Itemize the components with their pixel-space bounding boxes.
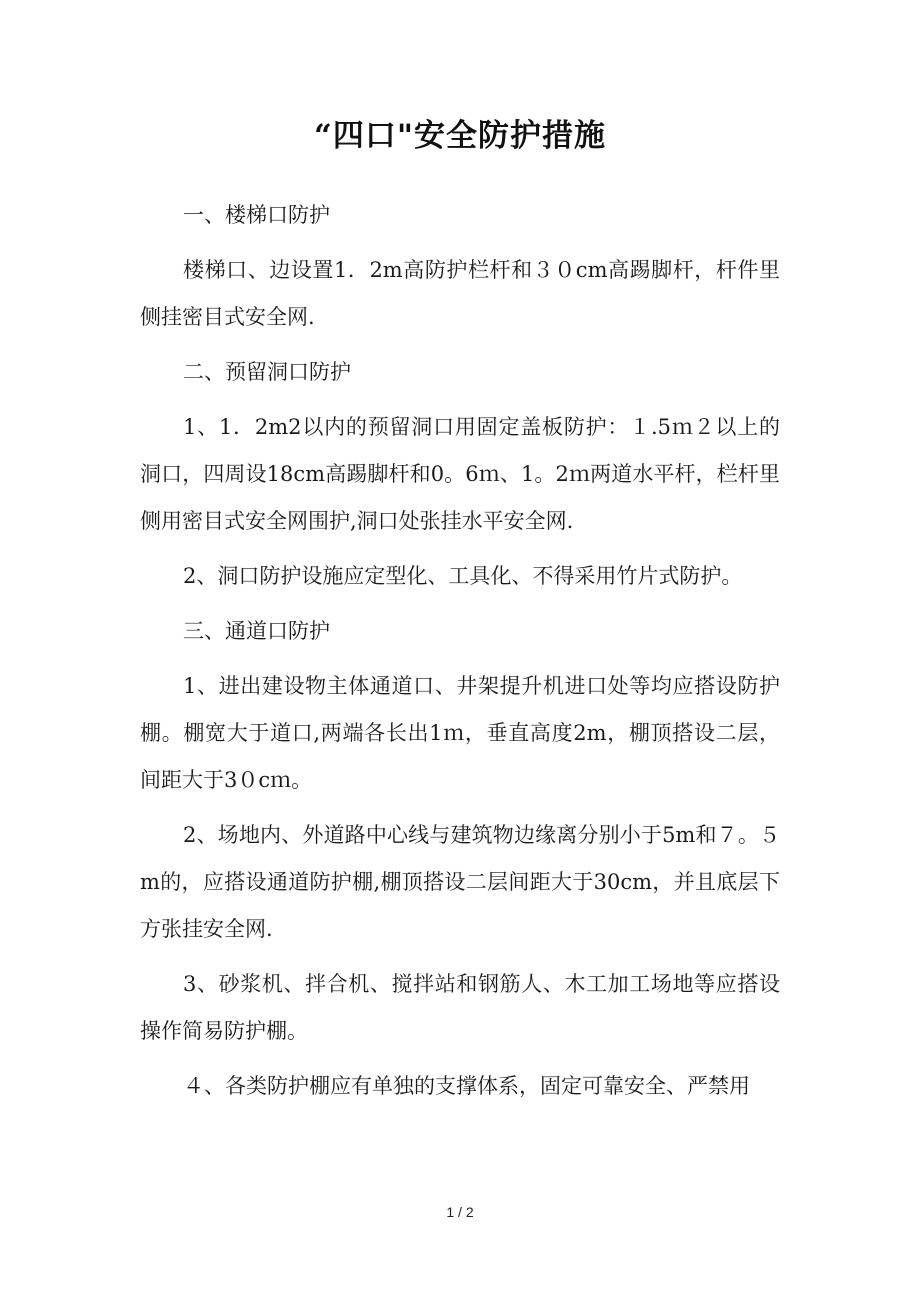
- paragraph-stairway: 楼梯口、边设置1．2m高防护栏杆和３０cm高踢脚杆，杆件里侧挂密目式安全网.: [140, 258, 780, 329]
- document-title: “四口"安全防护措施: [314, 118, 606, 154]
- paragraph-passage-3: 3、砂浆机、拌合机、搅拌站和钢筋人、木工加工场地等应搭设操作简易防护棚。: [140, 972, 780, 1043]
- page-number: 1 / 2: [446, 1204, 474, 1220]
- section-heading-reserved-opening: 二、预留洞口防护: [183, 360, 351, 384]
- paragraph-opening-2: 2、洞口防护设施应定型化、工具化、不得采用竹片式防护。: [183, 564, 743, 588]
- section-heading-stairway: 一、楼梯口防护: [183, 203, 330, 227]
- paragraph-opening-1: 1、1．2m2以内的预留洞口用固定盖板防护：１.5ｍ２以上的洞口，四周设18cm高踢脚杆和0。6ｍ、1。2ｍ两道水平杆，栏杆里侧用密目式安全网围护,洞口处张挂水平安全网.: [140, 415, 780, 533]
- section-heading-passage: 三、通道口防护: [183, 619, 330, 643]
- paragraph-passage-2: 2、场地内、外道路中心线与建筑物边缘离分别小于5m和７。５m的，应搭设通道防护棚,棚顶搭设二层间距大于30cm，并且底层下方张挂安全网.: [140, 823, 780, 941]
- paragraph-passage-1: 1、进出建设物主体通道口、井架提升机进口处等均应搭设防护棚。棚宽大于道口,两端各长出1ｍ，垂直高度2m，棚顶搭设二层，间距大于3０cｍ。: [140, 674, 780, 792]
- paragraph-passage-4: ４、各类防护棚应有单独的支撑体系，固定可靠安全、严禁用: [183, 1074, 750, 1098]
- document-body: [140, 192, 780, 1118]
